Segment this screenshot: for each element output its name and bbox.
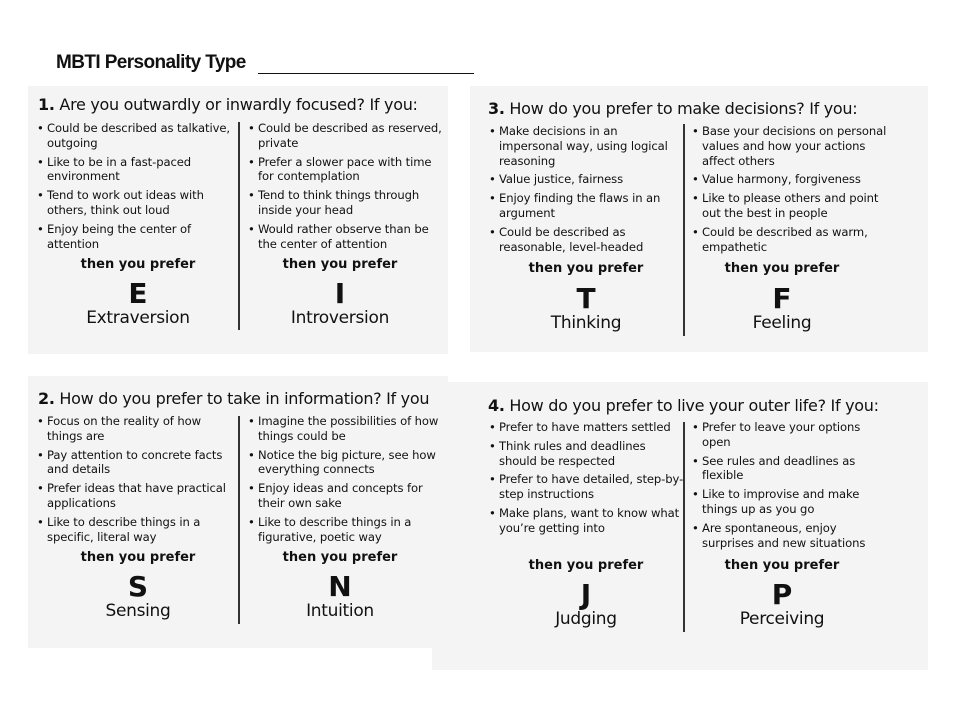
list-item: • Make plans, want to know what you’re getting into (489, 505, 680, 535)
section-4-left-then-label: then you prefer (528, 558, 644, 573)
list-item: • Could be described as warm, empathetic (692, 224, 868, 254)
list-item: • Like to describe things in a figurative, poetic way (248, 514, 412, 544)
section-2-left-then-label: then you prefer (80, 550, 196, 565)
section-2-right-then-label: then you prefer (282, 550, 398, 565)
list-item: • Would rather observe than be the center of attention (248, 221, 429, 251)
section-3-left-name: Thinking (550, 313, 622, 333)
list-item: • Prefer a slower pace with time for contemplation (248, 154, 432, 184)
section-1-left-then-label: then you prefer (80, 257, 196, 272)
section-3-left-letter: T (576, 282, 596, 315)
section-2-left-name: Sensing (105, 601, 171, 621)
section-2-question (38, 389, 429, 408)
list-item: • Enjoy ideas and concepts for their own sake (248, 481, 423, 510)
section-4-question (488, 396, 879, 415)
section-1-question-text: Are you outwardly or inwardly focused? If you: (59, 95, 418, 114)
list-item: • Could be described as reasonable, level-headed (489, 224, 644, 254)
section-2-left-letter: S (127, 570, 149, 603)
section-1-left-letter: E (128, 277, 148, 310)
list-item: • Prefer ideas that have practical applications (37, 481, 226, 510)
list-item: • Are spontaneous, enjoy surprises and new situations (692, 520, 866, 550)
list-item: • Pay attention to concrete facts and details (37, 447, 223, 477)
section-4-question-text: How do you prefer to live your outer life? If you: (509, 396, 879, 415)
section-4-right-letter: P (771, 578, 793, 611)
section-2-right-name: Intuition (306, 601, 374, 621)
section-2-question-text: How do you prefer to take in information? If you (59, 389, 430, 408)
section-2-number: 2. (38, 389, 55, 408)
section-1-right-then-label: then you prefer (282, 257, 398, 272)
list-item: • Prefer to have matters settled (489, 420, 671, 434)
page-title: MBTI Personality Type (56, 52, 246, 73)
list-item: • See rules and deadlines as flexible (692, 453, 856, 483)
section-4-left-list (489, 420, 684, 540)
section-1-left-name: Extraversion (86, 308, 190, 328)
section-3-left-then-label: then you prefer (528, 261, 644, 276)
section-2-left-list (37, 414, 232, 548)
section-2-divider (238, 416, 240, 624)
section-3-question-text: How do you prefer to make decisions? If you: (509, 99, 858, 118)
list-item: • Base your decisions on personal values and how your actions affect others (692, 124, 887, 168)
list-item: • Tend to think things through inside your head (248, 188, 420, 217)
section-2-right-list (248, 414, 443, 548)
section-4-divider (683, 422, 685, 632)
section-3-left-list (489, 124, 684, 258)
section-3-right-name: Feeling (752, 313, 812, 333)
list-item: • Like to improvise and make things up as you go (692, 487, 860, 516)
list-item: • Imagine the possibilities of how things could be (248, 414, 439, 443)
list-item: • Value harmony, forgiveness (692, 172, 861, 187)
list-item: • Prefer to leave your options open (692, 420, 861, 449)
name-blank-line (258, 55, 474, 74)
list-item: • Like to describe things in a specific, literal way (37, 514, 201, 544)
list-item: • Prefer to have detailed, step-by-step instructions (489, 472, 684, 502)
section-2-right-letter: N (328, 570, 352, 603)
list-item: • Enjoy finding the flaws in an argument (489, 191, 661, 220)
list-item: • Could be described as reserved, private (248, 121, 442, 150)
section-3-number: 3. (488, 99, 505, 118)
section-4-right-list (692, 420, 887, 554)
section-3-right-then-label: then you prefer (724, 261, 840, 276)
section-1-number: 1. (38, 95, 55, 114)
list-item: • Could be described as talkative, outgoing (37, 121, 230, 150)
title-row (56, 52, 474, 74)
list-item: • Notice the big picture, see how everything connects (248, 447, 436, 477)
section-4-left-name: Judging (555, 609, 617, 629)
list-item: • Make decisions in an impersonal way, using logical reasoning (489, 124, 668, 168)
section-4-number: 4. (488, 396, 505, 415)
section-3-divider (683, 124, 685, 336)
section-1-left-list (37, 121, 232, 255)
section-4-left-letter: J (580, 578, 592, 611)
section-3-right-list (692, 124, 887, 258)
list-item: • Enjoy being the center of attention (37, 221, 192, 251)
section-1-right-letter: I (334, 277, 346, 310)
list-item: • Like to be in a fast-paced environment (37, 154, 192, 184)
list-item: • Focus on the reality of how things are (37, 414, 202, 443)
list-item: • Think rules and deadlines should be respected (489, 438, 646, 468)
section-1-right-list (248, 121, 443, 255)
section-3-question (488, 99, 857, 118)
section-1-divider (238, 122, 240, 330)
section-1-right-name: Introversion (290, 308, 390, 328)
list-item: • Tend to work out ideas with others, think out loud (37, 188, 204, 217)
section-4-right-then-label: then you prefer (724, 558, 840, 573)
list-item: • Like to please others and point out the best in people (692, 191, 879, 220)
list-item: • Value justice, fairness (489, 172, 624, 187)
section-4-right-name: Perceiving (739, 609, 825, 629)
section-1-question (38, 95, 418, 114)
section-3-right-letter: F (772, 282, 792, 315)
